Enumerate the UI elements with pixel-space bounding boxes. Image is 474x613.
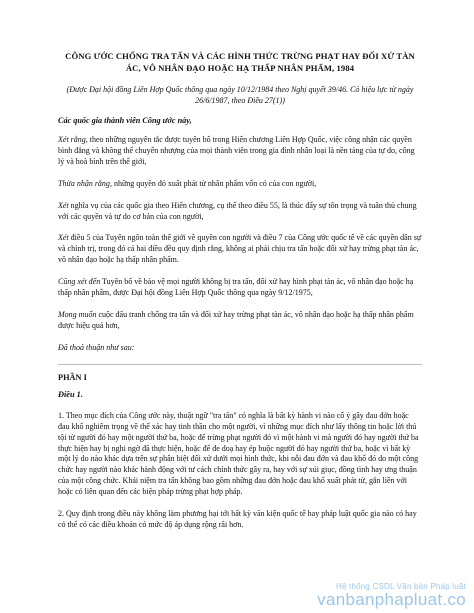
preamble-heading: Các quốc gia thành viên Công ước này, (58, 116, 192, 125)
preamble-paragraph (58, 179, 422, 190)
preamble-paragraph (58, 277, 422, 299)
paragraph-lead: Thừa nhận rằng (58, 178, 110, 188)
watermark-line1: Hệ thống CSDL Văn bản Pháp luật (336, 582, 466, 591)
part-heading: PHẦN I (58, 372, 87, 382)
paragraph-lead: Cũng xét đến (58, 277, 101, 287)
preamble-paragraph (58, 201, 422, 223)
watermark (317, 582, 466, 609)
article-body (58, 411, 422, 531)
preamble-paragraph (58, 310, 422, 332)
agreed-line: Đã thoả thuận như sau: (58, 342, 135, 352)
document-subtitle: (Được Đại hội đồng Liên Hợp Quốc thông qua ngày 10/12/1984 theo Nghị quyết 39/46. Có hiệu lực từ ngày 26/6/1987, theo Điều 27(1)) (66, 85, 414, 105)
paragraph-lead: Xét (58, 233, 69, 243)
document-page (58, 50, 422, 542)
article-paragraph: 1. Theo mục đích của Công ước này, thuật ngữ "tra tấn" có nghĩa là bất kỳ hành vi nào cố ý gây đau đớn hoặc đau khổ nghiêm trọng về thể xác hay tinh thần cho một người, vì những mục đích như lấy thông tin hoặc lời thú tội từ người đó hay một người thứ ba, hoặc để trừng phạt người đó vì một hành vi mà người đó hay người thứ ba thực hiện hay bị nghi ngờ đã thực hiện, hoặc để đe doạ hay ép buộc người đó hay người thứ ba, hoặc vì bất kỳ một lý do nào khác dựa trên sự phân biệt đối xử dưới mọi hình thức, khi nỗi đau đớn và đau khổ đó do một công chức hay người nào khác hành động với tư cách chính thức gây ra, hay với sự xúi giục, đồng tình hay ưng thuận của một công chức. Khái niệm tra tấn không bao gồm những đau đớn hoặc đau khổ xuất phát từ, gắn liền với hoặc có liên quan đến các biện pháp trừng phạt hợp pháp. (58, 410, 419, 497)
article-heading: Điều 1. (58, 389, 83, 399)
section-divider (58, 364, 422, 365)
paragraph-lead: Xét (58, 200, 69, 210)
paragraph-text: , những quyền đó xuất phát từ nhân phẩm vốn có của con người, (109, 178, 317, 188)
paragraph-lead: Mong muốn (58, 309, 97, 319)
preamble-paragraph (58, 233, 422, 266)
preamble-paragraph (58, 135, 422, 168)
paragraph-text: Tuyên bố về bảo vệ mọi người không bị tra tấn, đối xử hay hình phạt tàn ác, vô nhân đạo hoặc hạ thấp nhân phẩm, được Đại hội đồng Liên Hợp Quốc thông qua ngày 9/12/1975, (58, 277, 414, 298)
document-title: CÔNG ƯỚC CHỐNG TRA TẤN VÀ CÁC HÌNH THỨC TRỪNG PHẠT HAY ĐỐI XỬ TÀN ÁC, VÔ NHÂN ĐẠO HOẶC HẠ THẤP NHÂN PHẨM, 1984 (65, 51, 415, 73)
article-paragraph: 2. Quy định trong điều này không làm phương hại tới bất kỳ văn kiện quốc tế hay pháp luật quốc gia nào có hay có thể có các điều khoản có mức độ áp dụng rộng rãi hơn. (58, 509, 417, 529)
paragraph-text: điều 5 của Tuyên ngôn toàn thế giới về quyền con người và điều 7 của Công ước quốc tế về các quyền dân sự và chính trị, trong đó cả hai điều đều quy định rằng, không ai phải chịu tra tấn hoặc đối xử hay trừng phạt tàn ác, vô nhân đạo hoặc hạ thấp nhân phẩm. (58, 233, 422, 265)
preamble (58, 135, 422, 332)
paragraph-lead: Xét rằng (58, 135, 86, 144)
paragraph-text: cuộc đấu tranh chống tra tấn và đối xử hay trừng phạt tàn ác, vô nhân đạo hoặc hạ thấp nhân phẩm được hiệu quả hơn, (58, 309, 414, 330)
watermark-logo: vanbanphapluat.co (317, 590, 466, 609)
paragraph-text: nghĩa vụ của các quốc gia theo Hiến chương, cụ thể theo điều 55, là thúc đẩy sự tôn trọng và tuân thủ chung với các quyền và tự do cơ bản của con người, (58, 200, 417, 221)
paragraph-text: , theo những nguyên tắc được tuyên bố trong Hiến chương Liên Hợp Quốc, việc công nhận các quyền bình đẳng và không thể chuyển nhượng của mọi thành viên trong gia đình nhân loại là nền tảng của tự do, công lý và hoà bình trên thế giới, (58, 135, 415, 166)
